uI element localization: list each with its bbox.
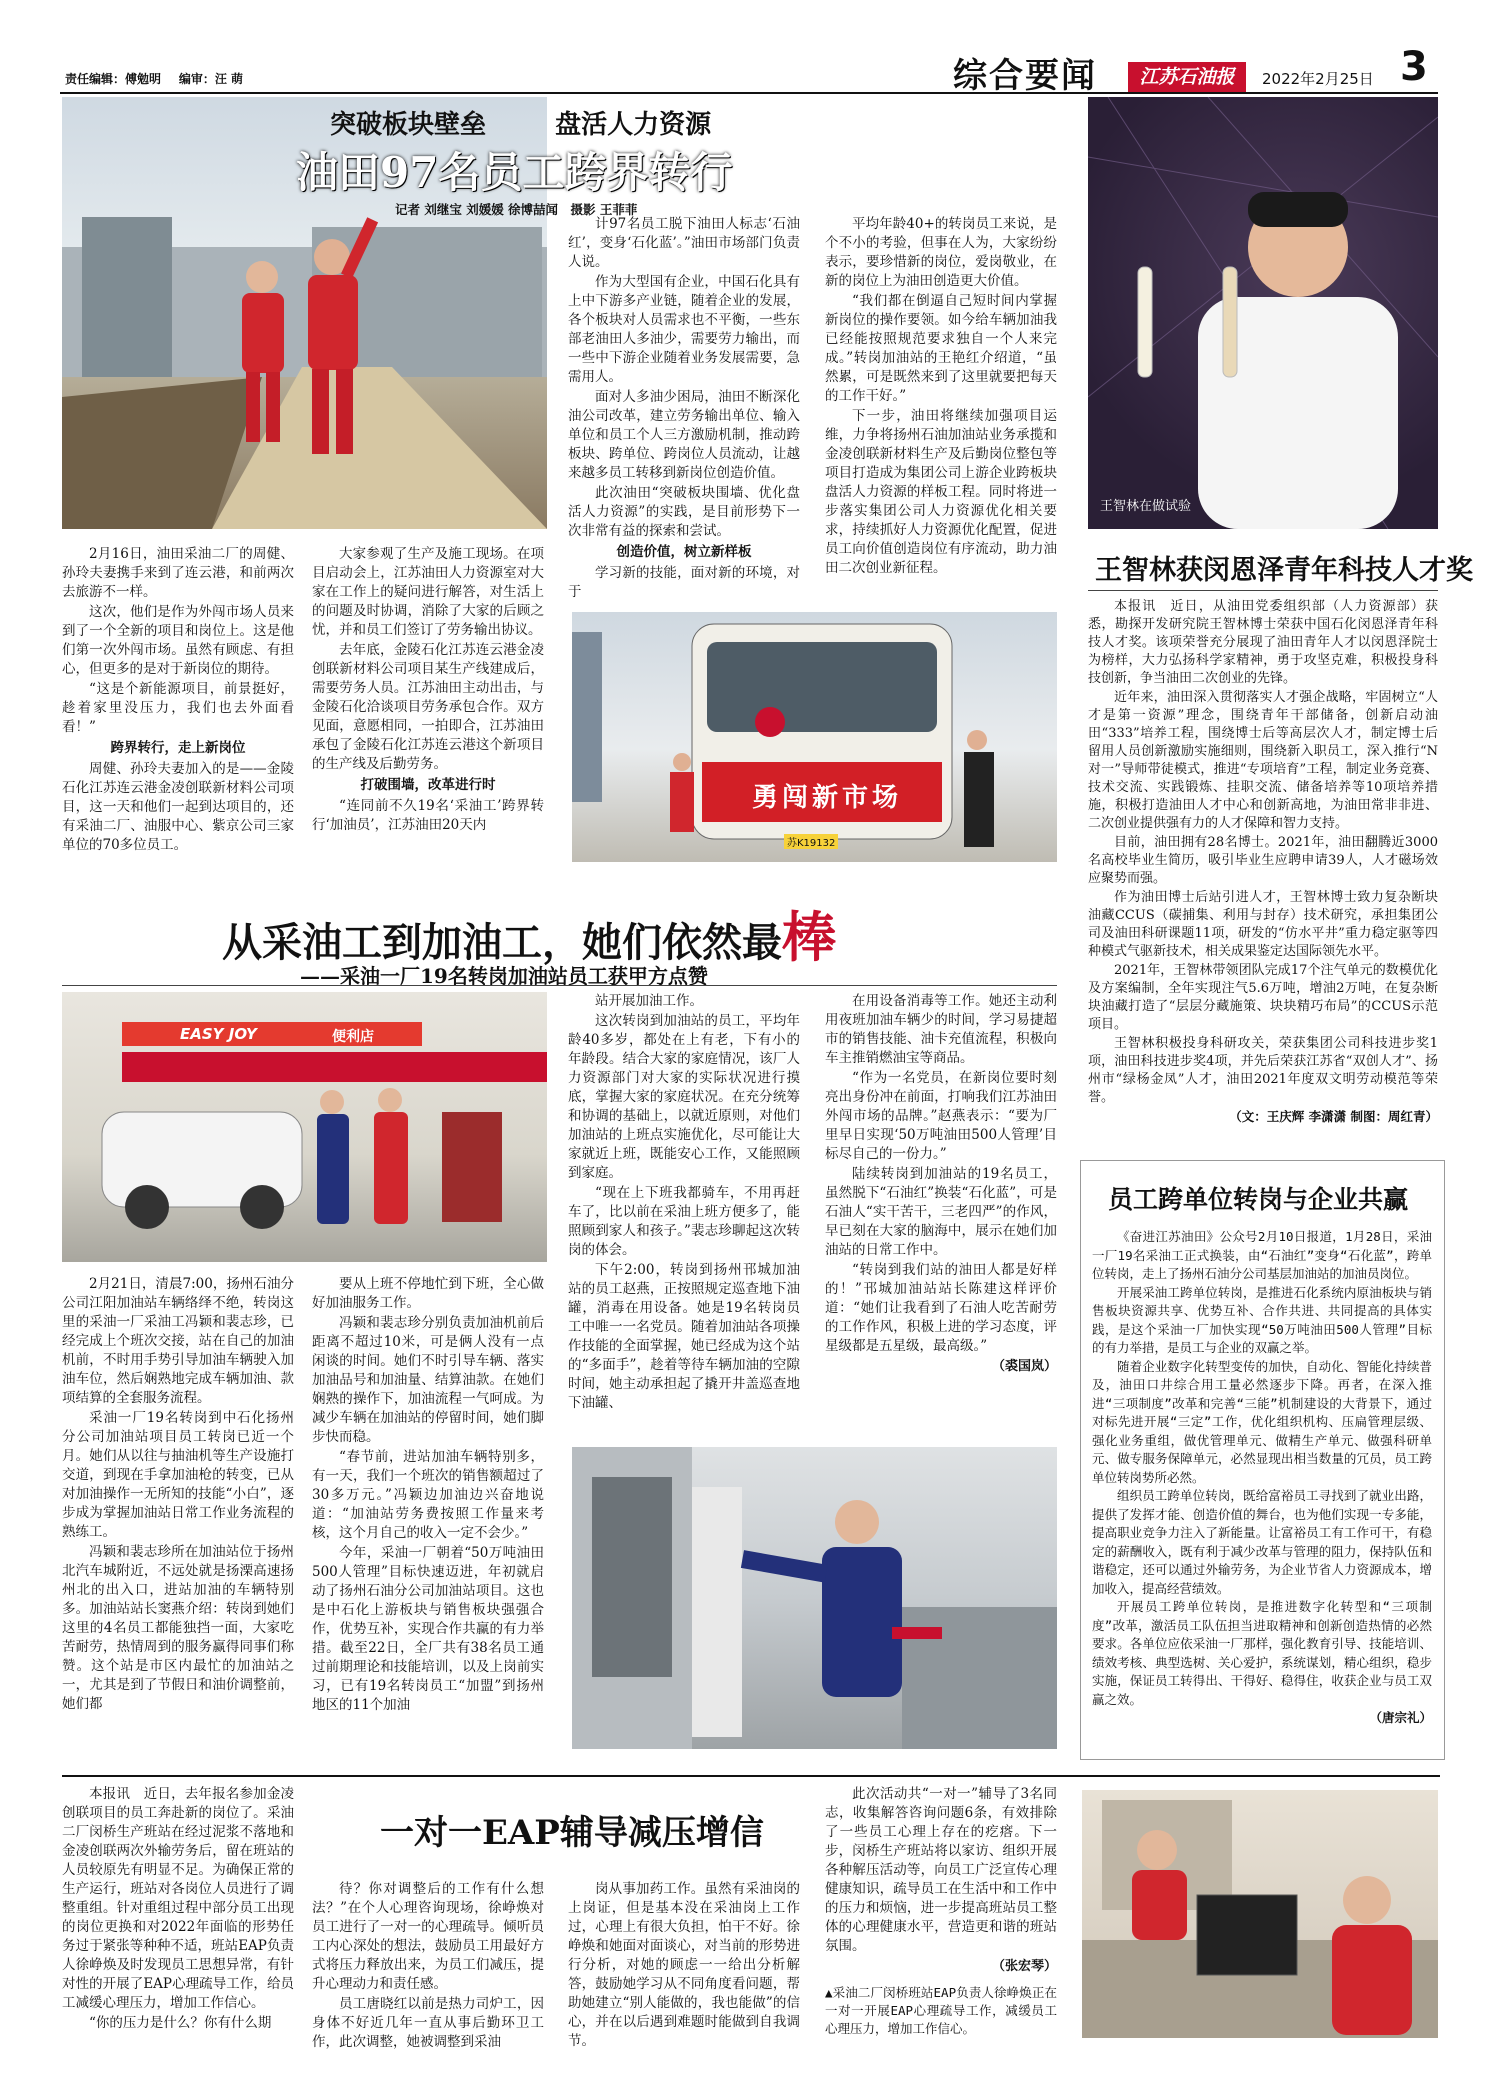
story2-headline-accent: 棒	[782, 905, 836, 969]
station-brand: EASY JOY	[180, 1025, 257, 1043]
s1-subhead-2: 打破围墙，改革进行时	[360, 777, 496, 793]
s1-subhead-1: 跨界转行，走上新岗位	[110, 740, 246, 756]
story5-photo-caption: ▲采油二厂闵桥班站EAP负责人徐峥焕正在一对一开展EAP心理疏导工作，减缓员工心理压力，增加工作信心。	[825, 1985, 1057, 2036]
s1c1-p4: 周健、孙玲夫妻加入的是——金陵石化江苏连云港金凌创联新材料公司项目，这一天和他们一起到达项目的，还有采油二厂、油服中心、紫京公司三家单位的70多位员工。	[62, 761, 294, 853]
story3-body	[1088, 598, 1438, 1126]
story5-col3	[568, 1880, 800, 2052]
eap-illustration	[1082, 1790, 1438, 2038]
story5-credit: （张宏琴）	[991, 1959, 1057, 1974]
s4-p3: 随着企业数字化转型变传的加快，自动化、智能化持续普及，油田口井综合用工量必然逐步下降。再者，在深入推进“三项制度”改革和完善“三能”机制建设的大背景下，通过对标先进开展“三定”工作，优化组织机构、压扁管理层级、强化业务重组，做优管理单元、做精生产单元、做强科研单元、做专服务保障单元，必然显现出相当数量的冗员，员工跨单位转岗势所必然。	[1092, 1358, 1432, 1485]
s1-subhead-3: 创造价值，树立新样板	[616, 544, 752, 560]
s1c3-p2: 作为大型国有企业，中国石化具有上中下游多产业链，随着企业的发展，各个板块对人员需求也不平衡，一些东部老油田人多油少，需要劳力输出，而一些中下游企业随着业务发展需要，急需用人。	[568, 274, 800, 385]
story1-col2	[312, 545, 544, 836]
story2-col2	[312, 1275, 544, 1716]
issue-date: 2022年2月25日	[1262, 70, 1374, 88]
s5c1-p1: 本报讯 近日，去年报名参加金凌创联项目的员工奔赴新的岗位了。采油二厂闵桥生产班站在经过泥浆不落地和金凌创联两次外输劳务后，留在班站的人员较原先有明显不足。为确保正常的生产运行，班站对各岗位人员进行了调整重组。针对重组过程中部分员工出现的岗位更换和对2022年面临的形势任务过于紧张等种种不适，班站EAP负责人徐峥焕及时发现员工思想异常，有针对性的开展了EAP心理疏导工作，给员工减缓心理压力，增加工作信心。	[62, 1786, 294, 2011]
s1c3-p1: 计97名员工脱下油田人标志‘石油红’，变身‘石化蓝’。”油田市场部门负责人说。	[568, 216, 800, 270]
story1-kicker	[330, 104, 711, 141]
s2c2-p4: 今年，采油一厂朝着“50万吨油田500人管理”目标快速迈进，年初就启动了扬州石油分公司加油站项目。这也是中石化上游板块与销售板块强强合作，优势互补，实现合作共赢的有力举措。截至22日，全厂共有38名员工通过前期理论和技能培训，以及上岗前实习，已有19名转岗员工“加盟”到扬州地区的11个加油	[312, 1545, 544, 1713]
s3-p6: 王智林积极投身科研攻关，荣获集团公司科技进步奖1项，油田科技进步奖4项，并先后荣获江苏省“双创人才”、扬州市“绿杨金凤”人才，油田2021年度双文明劳动模范等荣誉。	[1088, 1036, 1438, 1105]
story5-col2	[312, 1880, 544, 2053]
s1c1-p3: “这是个新能源项目，前景挺好，趁着家里没压力，我们也去外面看看！”	[62, 681, 294, 735]
bus-photo	[572, 612, 1057, 862]
s1c1-p2: 这次，他们是作为外闯市场人员来到了一个全新的项目和岗位上。这是他们第一次外闯市场。虽然有顾虑、有担心，但更多的是对于新岗位的期待。	[62, 604, 294, 677]
story4-headline: 员工跨单位转岗与企业共赢	[1108, 1185, 1409, 1214]
s5c4-p1: 此次活动共“一对一”辅导了3名同志，收集解答咨询问题6条，有效排除了一些员工心理上存在的疙瘩。下一步，闵桥生产班站将以家访、组织开展各种解压活动等，向员工广泛宣传心理健康知识，疏导员工在生活中和工作中的压力和烦恼，进一步提高班站员工整体的心理健康水平，营造更和谐的班站氛围。	[825, 1786, 1057, 1954]
bus-illustration	[572, 612, 1057, 862]
story3-rule	[1088, 590, 1438, 591]
s2c1-p2: 采油一厂19名转岗到中石化扬州分公司加油站项目员工转岗已近一个月。她们从以往与抽油机等生产设施打交道，到现在手拿加油枪的转变，已从对加油操作一无所知的技能“小白”，逐步成为掌握加油站日常工作业务流程的熟练工。	[62, 1410, 294, 1540]
s1c3-p5: 学习新的技能，面对新的环境，对于	[568, 565, 800, 600]
s4-p2: 开展采油工跨单位转岗，是推进石化系统内原油板块与销售板块资源共享、优势互补、合作共进、共同提高的具体实践，是这个采油一厂加快实现“50万吨油田500人管理”目标的有力举措，是员工与企业的双赢之举。	[1092, 1284, 1432, 1355]
section-title: 综合要闻	[953, 56, 1097, 96]
kicker-2: 盘活人力资源	[555, 110, 712, 140]
station-shop: 便利店	[332, 1029, 374, 1045]
s2c4-p1: 在用设备消毒等工作。她还主动利用夜班加油车辆少的时间，学习易捷超市的销售技能、油卡充值流程，积极向车主推销燃油宝等商品。	[825, 993, 1057, 1066]
refueling-photo	[572, 1447, 1057, 1749]
s2c4-p3: 陆续转岗到加油站的19名员工，虽然脱下“石油红”换装“石化蓝”，可是石油人“实干苦干，三老四严”的作风，早已刻在大家的脑海中，展示在她们加油站的日常工作中。	[825, 1166, 1057, 1258]
story1-col1	[62, 545, 294, 856]
story2-credit: （裘国岚）	[991, 1359, 1057, 1374]
s2c4-p2: “作为一名党员，在新岗位要时刻亮出身份冲在前面，打响我们江苏油田外闯市场的品牌。”赵燕表示：“要为厂里早日实现‘50万吨油田500人管理’目标尽自己的一份力。”	[825, 1070, 1057, 1162]
worker-left	[670, 753, 694, 832]
story1-col4	[825, 215, 1057, 579]
researcher-illustration	[1088, 97, 1438, 529]
bottom-rule	[62, 1775, 1440, 1777]
worker-right	[964, 730, 994, 847]
s1c2-p1: 大家参观了生产及施工现场。在项目启动会上，江苏油田人力资源室对大家在工作上的疑问进行解答，对生活上的问题及时协调，消除了大家的后顾之忧，并和员工们签订了劳务输出协议。	[312, 546, 544, 638]
s1c1-p1: 2月16日，油田采油二厂的周健、孙玲夫妻携手来到了连云港，和前两次去旅游不一样。	[62, 546, 294, 600]
story2-col3	[568, 992, 800, 1414]
header-editor	[65, 70, 243, 87]
s2c2-p3: “春节前，进站加油车辆特别多，有一天，我们一个班次的销售额超过了30多万元。”冯颖边加油边兴奋地说道：“加油站劳务费按照工作量来考核，这个月自己的收入一定不会少。”	[312, 1449, 544, 1541]
worker-red	[374, 1088, 408, 1224]
s2c3-p3: “现在上下班我都骑车，不用再赶车了，比以前在采油上班方便多了，能照顾到家人和孩子。”裴志珍聊起这次转岗的体会。	[568, 1185, 800, 1258]
page-number: 3	[1400, 44, 1428, 90]
s5c2-p2: 员工唐晓红以前是热力司炉工，因身体不好近几年一直从事后勤环卫工作，此次调整，她被调整到采油	[312, 1996, 544, 2050]
s3-p1: 本报讯 近日，从油田党委组织部（人力资源部）获悉，勘探开发研究院王智林博士荣获中国石化闵恩泽青年科技人才奖。该项荣誉充分展现了油田青年人才以闵恩泽院士为榜样，大力弘扬科学家精神，勇于攻坚克难，积极投身科技创新，争当油田二次创业的先锋。	[1088, 599, 1438, 686]
s2c3-p4: 下午2:00，转岗到扬州邗城加油站的员工赵燕，正按照规定巡查地下油罐，消毒在用设备。她是19名转岗员工中唯一一名党员。随着加油站各项操作技能的全面掌握，她已经成为这个站的“多面手”，趁着等待车辆加油的空隙时间，她主动承担起了撬开井盖巡查地下油罐、	[568, 1262, 800, 1411]
s1c2-p3: “连同前不久19名‘采油工’跨界转行‘加油员’，江苏油田20天内	[312, 798, 544, 833]
bus-plate: 苏K19132	[784, 834, 838, 849]
gas-station-photo	[62, 992, 547, 1262]
s4-p1: 《奋进江苏油田》公众号2月10日报道，1月28日，采油一厂19名采油工正式换装，由“石油红”变身“石化蓝”，跨单位转岗，走上了扬州石油分公司基层加油站的加油员岗位。	[1092, 1229, 1432, 1281]
story4-body	[1092, 1228, 1432, 1728]
story1-headline: 油田97名员工跨界转行	[296, 148, 733, 197]
s2c3-p1: 站开展加油工作。	[595, 993, 703, 1009]
story5-col4	[825, 1785, 1057, 2038]
s1c3-p3: 面对人多油少困局，油田不断深化油公司改革，建立劳务输出单位、输入单位和员工个人三方激励机制，推动跨板块、跨单位、跨岗位人员流动，让越来越多员工转移到新岗位创造价值。	[568, 389, 800, 481]
s5c3-p1: 岗从事加药工作。虽然有采油岗的上岗证，但是基本没在采油岗上工作过，心理上有很大负担，怕干不好。徐峥焕和她面对面谈心，对当前的形势进行分析，对她的顾虑一一给出分析解答，鼓励她学习从不同角度看问题，帮助她建立“别人能做的，我也能做”的信心，并在以后遇到难题时能做到自我调节。	[568, 1881, 800, 2049]
s4-p5: 开展员工跨单位转岗，是推进数字化转型和“三项制度”改革，激活员工队伍担当进取精神和创新创造热情的必然要求。各单位应依采油一厂那样，强化教育引导、技能培训、绩效考核、典型选树、关心爱护，系统谋划，精心组织，稳步实施，保证员工转得出、干得好、稳得住，收获企业与员工双赢之效。	[1092, 1599, 1432, 1707]
story2-col4	[825, 992, 1057, 1376]
s5c2-p1: 待？你对调整后的工作有什么想法？”在个人心理咨询现场，徐峥焕对员工进行了一对一的心理疏导。倾听员工内心深处的想法，鼓励员工用最好方式将压力释放出来，为员工们减压，提升心理动力和责任感。	[312, 1881, 544, 1992]
story5-headline: 一对一EAP辅导减压增信	[380, 1813, 764, 1853]
s2c1-p3: 冯颖和裴志珍所在加油站位于扬州北汽车城附近，不远处就是扬溧高速扬州北的出入口，进站加油的车辆特别多。加油站站长窦燕介绍：转岗到她们这里的4名员工都能独挡一面，大家吃苦耐劳，热情周到的服务赢得同事们称赞。这个站是市区内最忙的加油站之一，尤其是到了节假日和油价调整前，她们都	[62, 1544, 294, 1712]
researcher-caption: 王智林在做试验	[1100, 499, 1192, 514]
s1c4-p3: 下一步，油田将继续加强项目运维，力争将扬州石油加油站业务承揽和金凌创联新材料生产及后勤岗位整包等项目打造成为集团公司上游企业跨板块盘活人力资源的样板工程。同时将进一步落实集团公司人力资源优化相关要求，持续抓好人力资源优化配置，促进员工向价值创造岗位有序流动，助力油田二次创业新征程。	[825, 408, 1057, 576]
s2c2-p2: 冯颖和裴志珍分别负责加油机前后距离不超过10米，可是俩人没有一点闲谈的时间。她们不时引导车辆、落实加油品号和加油量、结算油款。在她们娴熟的操作下，加油流程一气呵成。为减少车辆在加油站的停留时间，她们脚步快而稳。	[312, 1315, 544, 1445]
s3-p4: 作为油田博士后站引进人才，王智林博士致力复杂断块油藏CCUS（碳捕集、利用与封存）技术研究，承担集团公司及油田科研课题11项，研发的“仿水平井”重力稳定驱等四种模式气驱新技术，相关成果鉴定达国际领先水平。	[1088, 890, 1438, 959]
s1c4-p1: 平均年龄40+的转岗员工来说，是个不小的考验，但事在人为，大家纷纷表示，要珍惜新的岗位，爱岗敬业，在新的岗位上为油田创造更大价值。	[825, 216, 1057, 289]
story1-col3	[568, 215, 800, 603]
s2c3-p2: 这次转岗到加油站的员工，平均年龄40多岁，都处在上有老，下有小的年龄段。结合大家的家庭情况，该厂人力资源部门对大家的实际状况进行摸底，掌握大家的家庭状况。在充分统筹和协调的基础上，以就近原则，对他们加油站的上班点实施优化，尽可能让大家就近上班，既能安心工作，又能照顾到家庭。	[568, 1013, 800, 1181]
story4-credit: （唐宗礼）	[1369, 1710, 1432, 1725]
story2-headline-main: 从采油工到加油工，她们依然最	[222, 919, 782, 966]
s4-p4: 组织员工跨单位转岗，既给富裕员工寻找到了就业出路，提供了发挥才能、创造价值的舞台，也为他们实现一专多能，提高职业竞争力注入了新能量。让富裕员工有工作可干，有稳定的薪酬收入，既有利于减少改革与管理的阻力，保持队伍和谐稳定，还可以通过外输劳务，为企业节省人力资源成本，增加收入，提高经营绩效。	[1092, 1488, 1432, 1596]
researcher-photo	[1088, 97, 1438, 529]
story2-rule	[62, 985, 1057, 986]
s2c2-p1: 要从上班不停地忙到下班，全心做好加油服务工作。	[312, 1276, 544, 1311]
header-rule	[60, 92, 1438, 94]
desk-editor-credit: 编审：汪 萌	[178, 72, 244, 86]
s2c1-p1: 2月21日，清晨7:00，扬州石油分公司江阳加油站车辆络绎不绝，转岗这里的采油一厂采油工冯颖和裴志珍，已经完成上个班次交接，站在自己的加油机前，不时用手势引导加油车辆驶入加油车位，然后娴熟地完成车辆加油、款项结算的全套服务流程。	[62, 1276, 294, 1406]
s5c1-p2: “你的压力是什么？你有什么期	[89, 2015, 272, 2031]
story2-col1	[62, 1275, 294, 1715]
refueling-illustration	[572, 1447, 1057, 1749]
s3-p5: 2021年，王智林带领团队完成17个注气单元的数模优化及方案编制，全年实现注气5.6万吨，增油2万吨，在复杂断块油藏打造了“层层分藏施策、块块精巧布局”的CCUS示范项目。	[1088, 963, 1438, 1032]
employee	[1332, 1876, 1412, 2035]
s3-p2: 近年来，油田深入贯彻落实人才强企战略，牢固树立“人才是第一资源”理念，围绕青年干部储备，创新启动油田“333”培养工程，围绕博士后等高层次人才，制定博士后留用人员创新激励实施细则，围绕新入职员工，深入推行“N对一”导师带徒模式，推进“专项培育”工程，制定业务竞赛、技术交流、实践锻炼、挂职交流、储备培养等10项培养措施，积极打造油田人才中心和创新高地，为油田常非非进、二次创业提供强有力的人才保障和智力支持。	[1088, 690, 1438, 831]
s1c4-p2: “我们都在倒逼自己短时间内掌握新岗位的操作要领。如今给车辆加油我已经能按照规范要求独自一个人来完成。”转岗加油站的王艳红介绍道，“虽然累，可是既然来到了这里就要把每天的工作干好。”	[825, 293, 1057, 404]
s3-p3: 目前，油田拥有28名博士。2021年，油田翻腾近3000名高校毕业生简历，吸引毕业生应聘申请39人，人才磁场效应聚势而强。	[1088, 835, 1438, 886]
story5-col1	[62, 1785, 294, 2034]
story2-subhead: ——采油一厂19名转岗加油站员工获甲方点赞	[300, 964, 708, 988]
s1c2-p2: 去年底，金陵石化江苏连云港金凌创联新材料公司项目某生产线建成后，需要劳务人员。江苏油田主动出击，与金陵石化洽谈项目劳务承包合作。双方见面，意愿相同，一拍即合，江苏油田承包了金陵石化江苏连云港这个新项目的生产线及后勤劳务。	[312, 642, 544, 772]
paper-name: 江苏石油报	[1139, 66, 1235, 88]
paper-logo	[1128, 62, 1246, 92]
kicker-1: 突破板块壁垒	[330, 110, 487, 140]
s2c4-p4: “转岗到我们站的油田人都是好样的！”邗城加油站站长陈建这样评价道：“她们让我看到了石油人吃苦耐劳的工作作风，积极上进的学习态度，评星级都是五星级，最高级。”	[825, 1262, 1057, 1354]
eap-photo	[1082, 1790, 1438, 2038]
story3-credit: （文：王庆辉 李潇潇 制图：周红青）	[1229, 1109, 1438, 1124]
editor-credit: 责任编辑：傅勉明	[65, 72, 162, 86]
story1-byline: 记者 刘继宝 刘媛媛 徐博喆闻 摄影 王菲菲	[395, 202, 638, 217]
story3-headline: 王智林获闵恩泽青年科技人才奖	[1095, 555, 1473, 586]
station-illustration	[62, 992, 547, 1262]
s1c3-p4: 此次油田“突破板块围墙、优化盘活人力资源”的实践，是目前形势下一次非常有益的探索和尝试。	[568, 485, 800, 539]
worker-blue	[317, 1090, 349, 1224]
bus-banner-text: 勇闯新市场	[751, 783, 902, 813]
